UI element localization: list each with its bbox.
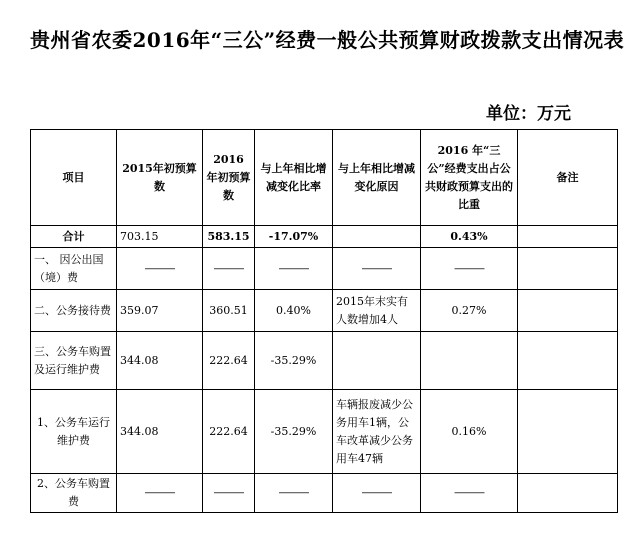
- row-item: 合计: [31, 226, 117, 248]
- row-item: 1、公务车运行维护费: [31, 390, 117, 474]
- header-item: 项目: [31, 130, 117, 226]
- row-budget-2016: 583.15: [203, 226, 255, 248]
- row-budget-2015: ———: [117, 474, 203, 513]
- row-budget-2016: 222.64: [203, 390, 255, 474]
- table-row: [31, 290, 618, 332]
- document-title: 贵州省农委2016年“三公”经费一般公共预算财政拨款支出情况表: [30, 28, 625, 52]
- header-change-rate: 与上年相比增减变化比率: [255, 130, 333, 226]
- row-budget-2015: 359.07: [117, 290, 203, 332]
- row-change-reason: 2015年末实有人数增加4人: [333, 290, 421, 332]
- row-share: 0.16%: [421, 390, 518, 474]
- row-change-reason: 车辆报废减少公务用车1辆，公车改革减少公务用车47辆: [333, 390, 421, 474]
- row-budget-2015: ———: [117, 248, 203, 290]
- row-change-rate: ———: [255, 248, 333, 290]
- row-change-rate: ———: [255, 474, 333, 513]
- row-budget-2015: 703.15: [117, 226, 203, 248]
- row-note: [518, 390, 618, 474]
- table-row: [31, 390, 618, 474]
- row-budget-2015: 344.08: [117, 332, 203, 390]
- header-budget-2016: 2016 年初预算数: [203, 130, 255, 226]
- row-note: [518, 474, 618, 513]
- table-header-row: [31, 130, 618, 226]
- row-note: [518, 290, 618, 332]
- row-budget-2016: 222.64: [203, 332, 255, 390]
- row-budget-2016: ———: [203, 248, 255, 290]
- table-row: [31, 248, 618, 290]
- row-change-reason: ———: [333, 474, 421, 513]
- row-budget-2015: 344.08: [117, 390, 203, 474]
- row-change-reason: [333, 332, 421, 390]
- row-budget-2016: 360.51: [203, 290, 255, 332]
- row-change-rate: 0.40%: [255, 290, 333, 332]
- row-share: 0.43%: [421, 226, 518, 248]
- row-share: ———: [421, 474, 518, 513]
- header-note: 备注: [518, 130, 618, 226]
- row-share: 0.27%: [421, 290, 518, 332]
- row-change-reason: [333, 226, 421, 248]
- row-note: [518, 248, 618, 290]
- row-budget-2016: ———: [203, 474, 255, 513]
- row-change-rate: -17.07%: [255, 226, 333, 248]
- header-share: 2016 年“三公”经费支出占公共财政预算支出的比重: [421, 130, 518, 226]
- header-change-reason: 与上年相比增减变化原因: [333, 130, 421, 226]
- row-note: [518, 226, 618, 248]
- table-row: [31, 332, 618, 390]
- budget-table: [30, 129, 618, 513]
- row-change-rate: -35.29%: [255, 390, 333, 474]
- row-item: 一、 因公出国（境）费: [31, 248, 117, 290]
- table-row: [31, 474, 618, 513]
- table-row: [31, 226, 618, 248]
- row-change-reason: ———: [333, 248, 421, 290]
- row-item: 2、公务车购置费: [31, 474, 117, 513]
- row-share: ———: [421, 248, 518, 290]
- row-share: [421, 332, 518, 390]
- row-note: [518, 332, 618, 390]
- unit-label: 单位：万元: [486, 104, 571, 124]
- row-item: 二、公务接待费: [31, 290, 117, 332]
- row-change-rate: -35.29%: [255, 332, 333, 390]
- row-item: 三、公务车购置及运行维护费: [31, 332, 117, 390]
- header-budget-2015: 2015年初预算数: [117, 130, 203, 226]
